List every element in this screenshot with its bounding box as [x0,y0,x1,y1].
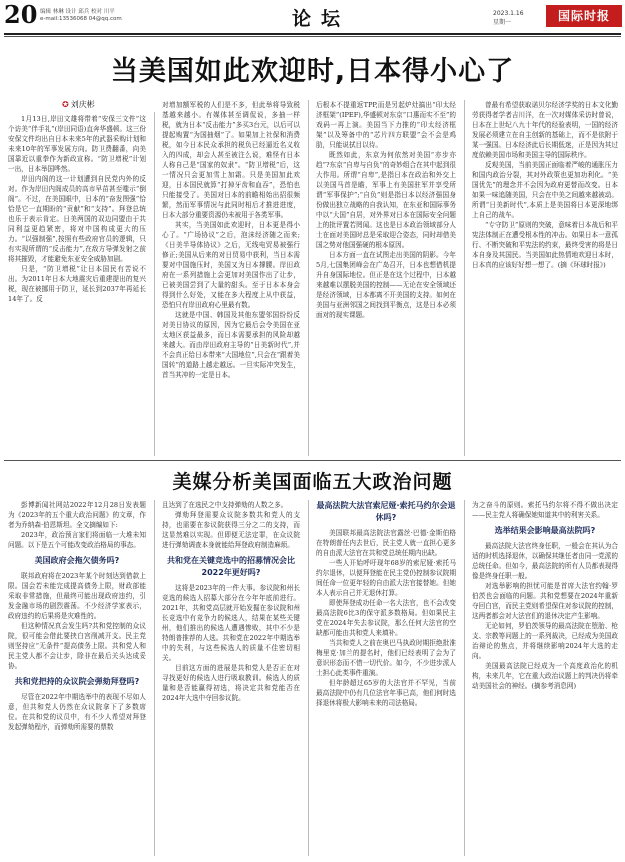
paragraph: 美国最高法院已经成为一个高度政治化的机构，未来几年，它在重大政治议题上的判决仍将牵动美国社会的神经。(摘参考消息网) [472,662,618,690]
paragraph: 其实，当美国如此欢迎时，日本更是得小心了。“广场协议”之后，泡沫经济随之而来;《日美半导体协议》之后，无线电贸易被强行修正;美国从后来的对日贸易中获利，当日本需要对中国施压时，美国又为日本撑腰。岸田政府在一系列措施上会更加对美国作出了让步，已被美国尝到了大量的甜头。至于日本本身会得到什么好处，又能在多大程度上从中获益，恐怕只有岸田政府心里最有数。 [162,221,300,309]
paragraph: 但这种情况真会发生吗?共和党控制的众议院，很可能会借此要挟白宫削减开支。民主党则坚持应“无条件”提高债务上限。共和党人和民主党人都不会让步，除非在最后关头达成妥协。 [8,622,146,670]
paragraph: 无论如何，罗伯茨领导的最高法院在堕胎、枪支、宗教等问题上的一系列裁决，已经成为美国政治辩论的焦点，并将继续影响2024年大选的走向。 [472,622,618,660]
subheading: 最高法院大法官索尼娅·索托马约尔会退休吗? [316,501,456,522]
paper-logo: 国际时报 [546,5,622,27]
column-divider [464,500,465,856]
issue-weekday: 星期一 [493,19,512,26]
section-title: 论坛 [292,8,351,30]
staff-line: 编辑 林琳 设计 邱兵 校对 川平 [40,9,115,15]
article2-column-4 [472,500,618,855]
date-box [493,9,524,27]
article1-column-3 [316,100,456,455]
paragraph: 这就是中国、韩国及其他东盟邻国纷纷反对美日协议的原因，因为它最后会令美国在亚太地区获益最多，而日本需要承担的风险却越来越大。而由岸田政府主导的“日美新时代”,并不会真正给日本带来“大国地位”,只会在“跟着美国转”的道路上越走越远。一旦实际冲突发生，首当其冲的一定是日本。 [162,311,300,379]
paragraph: 对选举影响的担忧可能是首席大法官约翰·罗伯茨也会面临的问题。共和党想要在2024年重新夺回白宫，而民主党则希望保住对参议院的控制，这两者都会对大法官们的退休决定产生影响。 [472,582,618,620]
column-divider [154,112,155,456]
staff-credits [40,9,190,23]
paragraph: 为之奋斗的原则。索托马约尔将不得不做出决定——民主党人将确保她知道其中的利害关系。 [472,501,618,519]
paragraph: 对增加额军税的人们是不多，但此举将导致税基越来越小。有媒体甚至调侃说，多抽一样税，就为日本“反击能力”多买3台元，以后可以提起购置“为国抽烟”了。如果加上社保和消费税，如今日本民众承担的税负已经逼近名义收入的四成，却会人甚至被注么说，难怪有日本人称自己是“国家的奴隶”。“防卫增税”后，这一情况只会更加雪上加霜。只是美国加此欢迎，日本国民就算“打掉牙齿和血吞”，恐怕也只能接受了。美国对日本的前瞻相始出招很频繁，然而军事情况与此同时相后才推进进度，日本大部分重要资源仍未被用于各类军事。 [162,101,300,219]
paragraph: 既然如此，东京为何依然对美国“亦步亦趋”?东京“自卑与自负”的奇妙组合在其中起到很大作用。所谓“自卑”,是指日本在政治和外交上以美国马首是瞻，军事上有美国驻军并享受所谓“军事保护”;“自负”则是指日本以经济强国身份做出独立战略的自我认知，在东亚和国际事务中以“大国”自居，对外界对日本在国际安全问题上的批评置若罔闻。这也是日本政治领域部分人士在面对美国时总是采取迎合姿态，同时却借美国之势对他国强硬的根本原因。 [316,151,456,249]
article1-column-4 [472,100,618,455]
article-separator [4,460,621,461]
paragraph: 日本方面一直在试图走出美国的阴影。今年5月,七国集团峰会在广岛召开，日本也想借机提升自身国际地位。但正是在这个过程中，日本越来越难以摆脱美国的控制——无论在安全领域还是经济领域，日本都离不开美国的支持。如何在美国与亚洲邻国之间找到平衡点，这是日本必须面对的现实课题。 [316,251,456,319]
paragraph: 尽管在2022年中期选举中的表现不尽如人意，但共和党人仍然在众议院拿下了多数席位。在共和党的议员中，有不少人希望对拜登发起弹劾程序，而弹劾所需要的票数 [8,693,146,731]
paragraph: 当共和党人之前在奥巴马执政时期拒绝批准梅里克·加兰的提名时，他们已经表明了会为了意识形态而不惜一切代价。如今，不少进步派人士担心此类事件重演。 [316,639,456,677]
paragraph: 岸田内阁的这一计划遭到自民党内外的反对。作为岸田内阁成员的高市早苗甚至嗤示“倒阁”。不过，在美国眼中，日本的“奋发图强”恰恰是它一直期盼的“贡献”和“支持”。拜登总统也乐于表示肯定。日美两国的双边同盟由于共同利益更趋紧密，将对中国构成更大的压力。“以强制强”,按照有些政府官员的逻辑，只有实现所谓的“反击能力”,在敌方导弹发射之前将其摧毁，才能避免东亚安全威胁加剧。 [8,175,146,263]
paragraph: “专守防卫”原则的突破，意味着日本战后和平宪法体制正在遭受根本性的冲击。如果日本一意孤行、不断突破和平宪法的约束，最终受害的将是日本自身及其国民。当美国如此热情地欢迎日本时，日本真的应该好好想一想了。(摘《环球时报》) [472,221,618,269]
paragraph: 联邦政府将在2023年某个时刻达到借款上限。国会若未能完成提高债务上限，财政部能采取非常措施，但最终可能出现政府违约，引发金融市场的剧烈震荡。不少经济学家表示，政府违约的后果将是灾难性的。 [8,572,146,620]
column-divider [154,500,155,856]
issue-date: 2023.1.16 [493,10,524,17]
header-rule-thin [4,36,621,37]
star-icon: ✪ [62,100,69,109]
paragraph: 这将是2023年的一件大事。参议院和州长竞选的候选人招募大部分在今年年底前进行。2021年，共和党高层就开始发掘在参议院和州长竞选中有竞争力的候选人，结果在某些关键州，他们推出的候选人遭遇惨败，其中不少是特朗普推荐的人选。共和党在2022年中期选举中的失利，与这些候选人的质量不佳密切相关。 [162,584,300,662]
article-headline: 当美国如此欢迎时,日本得小心了 [110,56,515,87]
header-rule [4,33,621,35]
paragraph: 彭博新闻社网站2022年12月28日发表题为《2023年的五个重大政治问题》的文章，作者为乔纳森·伯恩斯坦。全文摘编如下: [8,501,146,529]
email-line: e-mail:13536068 04@qq.com [40,16,122,22]
paragraph: 后根本不提重返TPP,而是另起炉灶搞出“印太经济框架”(IPEF),华盛顿对东京“口惠而实不至”的戏码一再上演。美国当下力推的“印太经济框架”以及筹备中的“芯片四方联盟”会不会是鸡肋，只能说拭目以待。 [316,101,456,149]
column-divider [464,100,465,456]
column-divider [308,500,309,856]
article2-headline: 美媒分析美国面临五大政治问题 [172,471,453,493]
subheading: 美国政府会拖欠债务吗? [34,556,120,565]
paragraph: 弹劾拜登需要众议院多数共和党人的支持，也需要在参议院获得三分之二的支持，而这显然难以实现。但即便无法定罪，在众议院进行弹劾调查本身就能给拜登政府制造麻烦。 [162,511,300,549]
article2-column-3 [316,500,456,855]
subheading: 共和党把持的众议院会弹劾拜登吗? [14,677,140,686]
article2-column-2 [162,500,300,855]
article2-column-1 [8,500,146,855]
subheading: 选举结果会影响最高法院吗? [494,526,596,535]
paragraph: 曾最有希望获取诺贝尔经济学奖的日本文化勤劳获得者学者吉川洋，在一次对媒体采访时曾说，日本在上世纪八九十年代的经验表明，一国的经济发展必须建立在自主创新的基础上，而不是依附于某一强国。日本经济此后长期低迷，正是因为其过度依赖美国市场和美国主导的国际秩序。 [472,101,618,159]
paragraph: 2023年，政治预言家们将面临一大堆未知问题。以下是五个可能改变政治格局的事态。 [8,531,146,549]
author-name: 刘庆彬 [70,100,95,109]
article1-column-1 [8,114,146,455]
paragraph: 即使拜登成功任命一名大法官，也不会改变最高法院6比3的保守派多数格局。但如果民主党在2024年失去参议院，那么任何大法官的空缺都可能由共和党人来填补。 [316,599,456,637]
subheading: 共和党在关键竞选中的招募情况会比2022年更好吗? [167,556,295,577]
paragraph: 一些人开始呼吁现年68岁的索尼娅·索托马约尔退休，以便拜登能在民主党仍控制参议院期间任命一位更年轻的自由派大法官接替她。但她本人表示自己并无退休打算。 [316,559,456,597]
author-byline [62,99,95,110]
paragraph: 美国联邦最高法院法官露丝·巴德·金斯伯格在特朗普任内去世后，民主党人就一直担心更多的自由派大法官在共和党总统任期内出缺。 [316,529,456,557]
paragraph: 但年龄超过65岁的大法官并不罕见，当前最高法院中仍有几位法官年事已高，他们何时选择退休将极大影响未来的司法格局。 [316,679,456,707]
paragraph: 1月13日,岸田文雄将带着“安保三文件”这个访美“伴手礼”(岸田同语)直奔华盛顿。这三份安保文件均出自日本未来5年的武器采购计划和未来10年的军事发展方向。防卫费翻番，向美国靠近以重拳作为新政宣称。“防卫增税”计划一出，日本举国哗然。 [8,115,146,173]
article1-column-2 [162,100,300,455]
column-divider [308,100,309,456]
paragraph: 只是，“防卫增税”让日本国民有苦说不出。为2011年日本大地震灾后重建提出的复兴税，现在被挪用于防卫，延长到2037年再延长14年了。反 [8,265,146,303]
paragraph: 最高法院大法官终身任职，一般会在其认为合适的时机选择退休，以确保其继任者由同一党派的总统任命。但如今，最高法院的所有人员都表现得像是终身任职一般。 [472,542,618,580]
paragraph: 反观美国，当前美国正面临着严峻的通胀压力和国内政治分裂，其对外政策也更加功利化。“美国优先”的理念并不会因为政府更替而改变。日本如果一味追随美国，只会在中美之间越来越被动。所谓“日美新时代”,本质上是美国将日本更深地绑上自己的战车。 [472,161,618,219]
paragraph: 目前这方面的进展是共和党人是否正在对寻找更好的候选人进行吸取教训。候选人的质量和是否能赢得初选，将决定共和党能否在2024年大选中夺回参议院。 [162,664,300,702]
paragraph: 且达到了在选民之中支持弹劾的人数之多。 [162,501,288,509]
page-number: 20 [4,0,38,29]
